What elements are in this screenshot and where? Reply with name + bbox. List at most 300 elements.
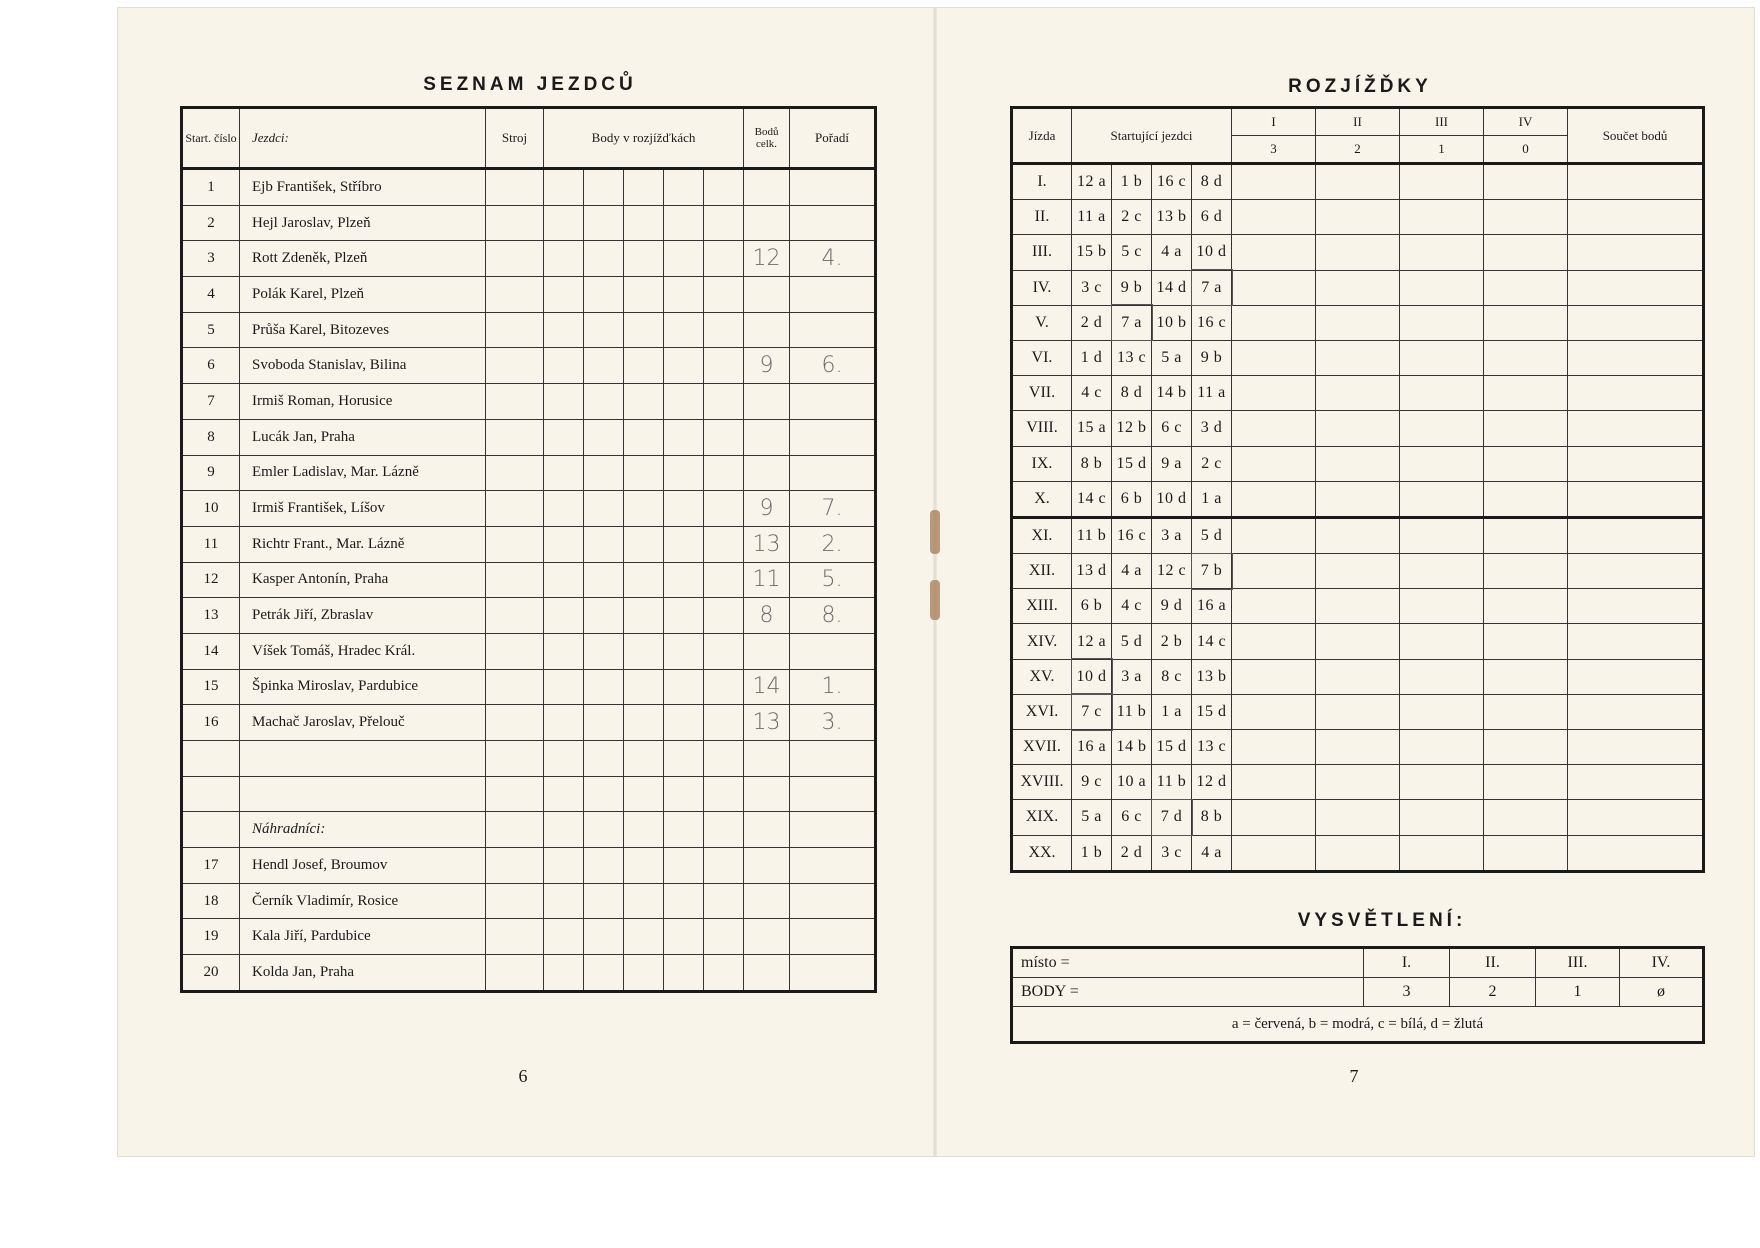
heat-place-cell (1232, 589, 1316, 624)
rider-heat-points (664, 312, 704, 348)
blank-cell (240, 776, 486, 812)
reserve-row (182, 883, 876, 919)
heat-rider: 6 d (1192, 200, 1232, 235)
heat-rider: 13 c (1112, 340, 1152, 375)
heat-rider: 16 c (1192, 305, 1232, 340)
rider-name: Petrák Jiří, Zbraslav (240, 598, 486, 634)
heat-place-cell (1484, 411, 1568, 446)
rider-rank: 1. (790, 669, 876, 705)
machine-header: Stroj (486, 108, 544, 169)
rider-row (182, 205, 876, 241)
rider-machine (486, 419, 544, 455)
heat-place-cell (1232, 659, 1316, 694)
heat-place-cell (1232, 765, 1316, 800)
blank-cell (544, 776, 584, 812)
rider-row (182, 633, 876, 669)
rider-total-points (744, 312, 790, 348)
heat-sum-cell (1568, 270, 1704, 305)
heat-place-cell (1400, 835, 1484, 871)
rider-total-points: 9 (744, 348, 790, 384)
heat-place-cell (1484, 765, 1568, 800)
heat-rider: 1 d (1072, 340, 1112, 375)
rider-name: Machač Jaroslav, Přelouč (240, 705, 486, 741)
rider-heat-points (544, 705, 584, 741)
rider-start-no: 3 (182, 241, 240, 277)
rider-heat-points (664, 348, 704, 384)
heat-place-cell (1232, 305, 1316, 340)
blank-cell (744, 776, 790, 812)
blank-cell (744, 955, 790, 992)
heat-row (1012, 340, 1704, 375)
rider-row (182, 526, 876, 562)
heat-rider: 9 a (1152, 446, 1192, 481)
heat-number: XVI. (1012, 694, 1072, 729)
heat-place-cell (1484, 554, 1568, 589)
rider-heat-points (704, 312, 744, 348)
rider-start-no: 7 (182, 384, 240, 420)
rider-heat-points (624, 491, 664, 527)
heat-place-cell (1484, 835, 1568, 871)
heat-place-cell (1484, 517, 1568, 553)
heat-sum-cell (1568, 235, 1704, 270)
blank-cell (790, 741, 876, 777)
heat-sum-cell (1568, 446, 1704, 481)
legend-place-3: III. (1536, 948, 1620, 978)
rider-row (182, 384, 876, 420)
heat-place-cell (1484, 340, 1568, 375)
blank-cell (486, 883, 544, 919)
heat-rider: 16 a (1072, 730, 1112, 765)
rider-heat-points (544, 384, 584, 420)
right-page-title: ROZJÍŽĎKY (1288, 76, 1432, 97)
blank-cell (624, 776, 664, 812)
rider-name: Ejb František, Stříbro (240, 169, 486, 206)
blank-cell (704, 741, 744, 777)
heat-rider: 9 d (1152, 589, 1192, 624)
heat-rider: 6 b (1112, 481, 1152, 517)
rider-row (182, 312, 876, 348)
heat-place-cell (1316, 411, 1400, 446)
heat-rider: 16 a (1192, 589, 1232, 624)
heat-row (1012, 446, 1704, 481)
legend-colors-row (1012, 1007, 1704, 1043)
heat-place-cell (1232, 235, 1316, 270)
rider-heat-points (624, 277, 664, 313)
rider-row (182, 598, 876, 634)
rider-machine (486, 277, 544, 313)
heat-place-cell (1484, 589, 1568, 624)
heat-place-cell (1400, 554, 1484, 589)
heat-place-cell (1232, 270, 1316, 305)
heat-sum-cell (1568, 624, 1704, 659)
heat-rider: 11 b (1072, 517, 1112, 553)
rider-heat-points (544, 598, 584, 634)
heat-place-cell (1316, 446, 1400, 481)
rider-total-points (744, 633, 790, 669)
rider-total-points (744, 205, 790, 241)
heat-row (1012, 624, 1704, 659)
heat-row (1012, 200, 1704, 235)
heat-rider: 11 b (1152, 765, 1192, 800)
reserve-row (182, 848, 876, 884)
heat-rider: 1 a (1192, 481, 1232, 517)
heat-sum-cell (1568, 164, 1704, 200)
riders-header-row (182, 108, 876, 169)
heat-rider: 13 d (1072, 554, 1112, 589)
rider-heat-points (544, 241, 584, 277)
rider-heat-points (664, 633, 704, 669)
rider-heat-points (624, 384, 664, 420)
rider-heat-points (624, 348, 664, 384)
blank-cell (704, 812, 744, 848)
rider-heat-points (704, 277, 744, 313)
rider-heat-points (584, 562, 624, 598)
heat-row (1012, 481, 1704, 517)
rider-start-no: 14 (182, 633, 240, 669)
heat-place-cell (1232, 554, 1316, 589)
heat-number: XIV. (1012, 624, 1072, 659)
rider-row (182, 277, 876, 313)
rider-row (182, 455, 876, 491)
heat-rider: 9 b (1112, 270, 1152, 305)
rider-heat-points (704, 705, 744, 741)
blank-cell (704, 919, 744, 955)
heat-rider: 11 b (1112, 694, 1152, 729)
heat-place-cell (1316, 340, 1400, 375)
heat-row (1012, 270, 1704, 305)
heat-place-cell (1316, 835, 1400, 871)
heat-place-cell (1232, 200, 1316, 235)
rider-heat-points (704, 562, 744, 598)
rider-rank: 3. (790, 705, 876, 741)
blank-cell (744, 741, 790, 777)
heat-place-cell (1316, 305, 1400, 340)
rider-machine (486, 169, 544, 206)
heat-row (1012, 589, 1704, 624)
heat-rider: 6 c (1152, 411, 1192, 446)
blank-cell (584, 776, 624, 812)
heat-place-cell (1400, 730, 1484, 765)
heat-rider: 2 c (1192, 446, 1232, 481)
blank-cell (744, 812, 790, 848)
rider-heat-points (584, 455, 624, 491)
riders-header: Jezdci: (240, 108, 486, 169)
heat-place-cell (1316, 589, 1400, 624)
heat-header: Jízda (1012, 108, 1072, 164)
heat-place-cell (1232, 411, 1316, 446)
heat-number: XVII. (1012, 730, 1072, 765)
heat-number: XX. (1012, 835, 1072, 871)
heat-rider: 8 b (1072, 446, 1112, 481)
place-1-header: I (1232, 108, 1316, 136)
heat-sum-cell (1568, 481, 1704, 517)
heat-rider: 13 b (1192, 659, 1232, 694)
heat-rider: 12 b (1112, 411, 1152, 446)
reserve-start-no: 18 (182, 883, 240, 919)
heat-rider: 14 c (1072, 481, 1112, 517)
blank-cell (704, 848, 744, 884)
rider-heat-points (664, 455, 704, 491)
heat-rider: 7 b (1192, 554, 1232, 589)
staple-bottom (930, 580, 940, 620)
rider-name: Irmiš František, Líšov (240, 491, 486, 527)
heat-place-cell (1484, 376, 1568, 411)
heat-rider: 5 c (1112, 235, 1152, 270)
heat-place-cell (1316, 659, 1400, 694)
heat-place-cell (1484, 446, 1568, 481)
heat-rider: 10 a (1112, 765, 1152, 800)
reserves-label: Náhradníci: (240, 812, 486, 848)
heat-row (1012, 164, 1704, 200)
rider-heat-points (584, 669, 624, 705)
rider-heat-points (624, 705, 664, 741)
rider-machine (486, 455, 544, 491)
blank-cell (544, 812, 584, 848)
heat-number: XII. (1012, 554, 1072, 589)
heat-rider: 12 c (1152, 554, 1192, 589)
heat-place-cell (1316, 554, 1400, 589)
heat-number: VIII. (1012, 411, 1072, 446)
heat-place-cell (1400, 446, 1484, 481)
heat-rider: 5 a (1072, 800, 1112, 835)
rider-machine (486, 205, 544, 241)
rider-total-points: 13 (744, 705, 790, 741)
left-page-title: SEZNAM JEZDCŮ (423, 74, 637, 95)
rider-machine (486, 526, 544, 562)
rider-row (182, 705, 876, 741)
heat-place-cell (1232, 376, 1316, 411)
heat-place-cell (1316, 376, 1400, 411)
rider-heat-points (584, 705, 624, 741)
heat-number: I. (1012, 164, 1072, 200)
rider-heat-points (584, 491, 624, 527)
heat-place-cell (1400, 164, 1484, 200)
legend-place-label: místo = (1012, 948, 1364, 978)
sum-header: Součet bodů (1568, 108, 1704, 164)
heat-number: X. (1012, 481, 1072, 517)
legend-place-4: IV. (1620, 948, 1704, 978)
rider-heat-points (584, 419, 624, 455)
rider-machine (486, 669, 544, 705)
rider-heat-points (584, 241, 624, 277)
heat-place-cell (1400, 517, 1484, 553)
staple-top (930, 510, 940, 554)
heat-rider: 4 a (1192, 835, 1232, 871)
heat-sum-cell (1568, 800, 1704, 835)
rider-total-points: 9 (744, 491, 790, 527)
blank-cell (790, 848, 876, 884)
starting-riders-header: Startující jezdci (1072, 108, 1232, 164)
rider-heat-points (624, 241, 664, 277)
heat-number: XV. (1012, 659, 1072, 694)
blank-cell (584, 955, 624, 992)
rider-row (182, 562, 876, 598)
heat-place-cell (1400, 481, 1484, 517)
blank-cell (664, 955, 704, 992)
rider-heat-points (544, 419, 584, 455)
rider-rank (790, 455, 876, 491)
rider-rank (790, 419, 876, 455)
heat-row (1012, 305, 1704, 340)
blank-cell (790, 955, 876, 992)
rider-machine (486, 633, 544, 669)
heat-rider: 7 d (1152, 800, 1192, 835)
heat-sum-cell (1568, 659, 1704, 694)
rider-start-no: 2 (182, 205, 240, 241)
heat-rider: 14 d (1152, 270, 1192, 305)
rider-machine (486, 348, 544, 384)
heat-row (1012, 517, 1704, 553)
rider-rank: 2. (790, 526, 876, 562)
heats-table (1010, 106, 1705, 873)
rider-total-points: 8 (744, 598, 790, 634)
heat-rider: 13 b (1152, 200, 1192, 235)
rider-total-points: 11 (744, 562, 790, 598)
heat-rider: 3 c (1072, 270, 1112, 305)
heat-rider: 4 a (1112, 554, 1152, 589)
heat-rider: 7 c (1072, 694, 1112, 729)
rider-name: Průša Karel, Bitozeves (240, 312, 486, 348)
reserve-name: Hendl Josef, Broumov (240, 848, 486, 884)
heat-place-cell (1232, 446, 1316, 481)
heat-rider: 15 b (1072, 235, 1112, 270)
blank-cell (182, 812, 240, 848)
heat-sum-cell (1568, 835, 1704, 871)
rider-rank (790, 633, 876, 669)
heat-rider: 8 c (1152, 659, 1192, 694)
rider-start-no: 12 (182, 562, 240, 598)
blank-cell (486, 776, 544, 812)
place-4-header: IV (1484, 108, 1568, 136)
rider-start-no: 5 (182, 312, 240, 348)
rider-name: Hejl Jaroslav, Plzeň (240, 205, 486, 241)
blank-cell (704, 955, 744, 992)
heat-sum-cell (1568, 305, 1704, 340)
rider-heat-points (624, 205, 664, 241)
rider-heat-points (624, 669, 664, 705)
rider-machine (486, 491, 544, 527)
rider-machine (486, 598, 544, 634)
rider-heat-points (704, 384, 744, 420)
legend-colors: a = červená, b = modrá, c = bílá, d = žlutá (1012, 1007, 1704, 1043)
heat-rider: 7 a (1112, 305, 1152, 340)
rider-rank (790, 384, 876, 420)
heat-rider: 12 a (1072, 624, 1112, 659)
heat-rider: 10 b (1152, 305, 1192, 340)
heat-row (1012, 730, 1704, 765)
rider-heat-points (584, 526, 624, 562)
rider-heat-points (704, 169, 744, 206)
heat-place-cell (1484, 270, 1568, 305)
rider-heat-points (664, 419, 704, 455)
right-page-number: 7 (1349, 1066, 1359, 1086)
heat-rider: 14 b (1112, 730, 1152, 765)
rider-machine (486, 562, 544, 598)
heat-rider: 8 b (1192, 800, 1232, 835)
rider-heat-points (664, 241, 704, 277)
heat-number: III. (1012, 235, 1072, 270)
blank-cell (624, 741, 664, 777)
heat-rider: 8 d (1192, 164, 1232, 200)
rider-rank: 4. (790, 241, 876, 277)
rider-heat-points (544, 348, 584, 384)
blank-cell (744, 883, 790, 919)
rider-heat-points (704, 526, 744, 562)
heat-place-cell (1484, 235, 1568, 270)
blank-cell (240, 741, 486, 777)
rider-heat-points (584, 312, 624, 348)
heat-place-cell (1484, 624, 1568, 659)
heat-number: V. (1012, 305, 1072, 340)
rider-heat-points (704, 348, 744, 384)
heat-sum-cell (1568, 411, 1704, 446)
reserve-start-no: 20 (182, 955, 240, 992)
heat-number: VI. (1012, 340, 1072, 375)
rider-heat-points (664, 277, 704, 313)
heat-place-cell (1484, 200, 1568, 235)
rider-total-points (744, 169, 790, 206)
rider-heat-points (584, 598, 624, 634)
rider-heat-points (544, 312, 584, 348)
rider-rank (790, 277, 876, 313)
rider-heat-points (664, 169, 704, 206)
blank-cell (704, 883, 744, 919)
heat-rider: 7 a (1192, 270, 1232, 305)
heat-place-cell (1484, 481, 1568, 517)
blank-cell (486, 919, 544, 955)
heat-rider: 14 b (1152, 376, 1192, 411)
heat-rider: 4 c (1112, 589, 1152, 624)
blank-cell (544, 848, 584, 884)
heat-rider: 11 a (1192, 376, 1232, 411)
heat-place-cell (1232, 481, 1316, 517)
blank-cell (624, 883, 664, 919)
heat-rider: 2 d (1072, 305, 1112, 340)
reserve-name: Kala Jiří, Pardubice (240, 919, 486, 955)
heat-place-cell (1316, 730, 1400, 765)
heat-place-cell (1316, 481, 1400, 517)
rider-heat-points (664, 705, 704, 741)
place-2-points: 2 (1316, 136, 1400, 164)
rider-heat-points (584, 384, 624, 420)
total-points-header: Bodů celk. (744, 108, 790, 169)
heat-place-cell (1400, 659, 1484, 694)
rider-heat-points (584, 348, 624, 384)
rider-row (182, 169, 876, 206)
heat-rider: 3 c (1152, 835, 1192, 871)
rider-total-points (744, 419, 790, 455)
heat-rider: 4 a (1152, 235, 1192, 270)
rider-start-no: 16 (182, 705, 240, 741)
heat-rider: 6 b (1072, 589, 1112, 624)
rider-row (182, 419, 876, 455)
rider-name: Lucák Jan, Praha (240, 419, 486, 455)
rider-heat-points (624, 169, 664, 206)
heat-place-cell (1316, 164, 1400, 200)
rider-start-no: 11 (182, 526, 240, 562)
heat-rider: 5 a (1152, 340, 1192, 375)
rider-heat-points (664, 205, 704, 241)
blank-cell (544, 955, 584, 992)
riders-body (182, 169, 876, 992)
heat-rider: 10 d (1192, 235, 1232, 270)
legend-points-3: 1 (1536, 978, 1620, 1007)
blank-cell (486, 955, 544, 992)
rider-heat-points (624, 526, 664, 562)
rider-row (182, 348, 876, 384)
rider-machine (486, 241, 544, 277)
rider-machine (486, 312, 544, 348)
